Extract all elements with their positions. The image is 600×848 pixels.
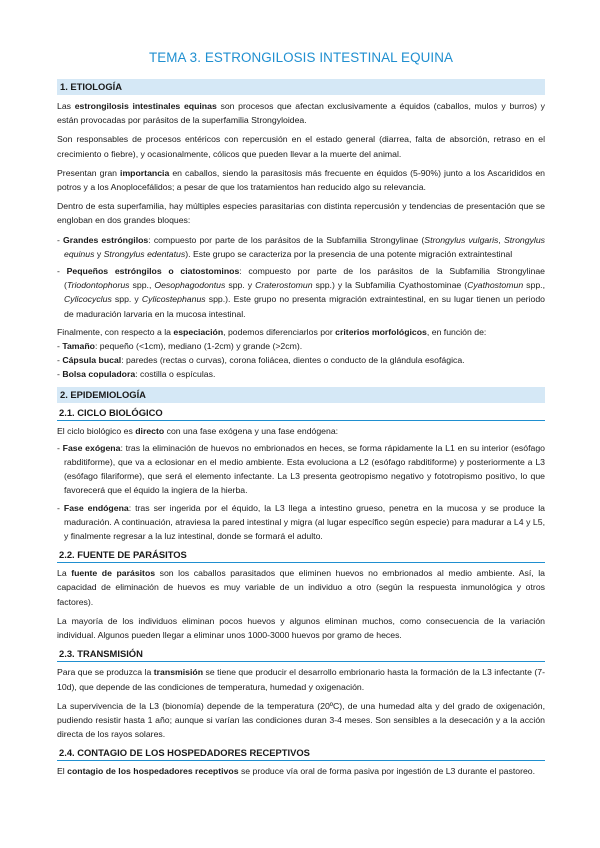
text: : compuesto por parte de los parásitos de la Subfamilia Strongylinae ( [64, 266, 545, 291]
text: ). Este grupo se caracteriza por la presencia de una potente migración extraintestinal [185, 248, 513, 259]
text: son los caballos parasitados que eliminen huevos no embrionados al medio ambiente. Así, la capacidad de eliminación de huevos es muy variable de un individuo a otro (según la respuesta inmunológica y otros factores). [57, 568, 546, 607]
species-name: Strongylus edentatus [103, 248, 186, 259]
list-item-pequenos-estrongilos: - Pequeños estróngilos o ciatostominos: compuesto por parte de los parásitos de la Subfamilia Strongylinae (Triodontophorus spp., Oesophagodontus spp. y Craterostomun spp.) y la Subfamilia Cyathostominae (Cyathostomun spp., Cylicocyclus spp. y Cylicostephanus spp.). Este grupo no presenta migración extraintestinal, en su lugar tienen un periodo de maduración larvaria en la mucosa intestinal. [57, 266, 545, 319]
paragraph-importancia [57, 166, 545, 194]
genus-name: Oesophagodontus [154, 280, 226, 291]
bloques-list [57, 233, 545, 321]
text: El ciclo biológico es [57, 425, 136, 436]
genus-name: Cyathostomun [467, 280, 524, 291]
text: spp.) y la Subfamilia Cyathostominae ( [312, 280, 468, 291]
bold-term: Bolsa copuladora [62, 369, 136, 380]
genus-name: Craterostomun [255, 280, 313, 291]
bold-term: importancia [120, 167, 170, 178]
fases-list [57, 441, 545, 543]
text: , [498, 234, 504, 245]
paragraph-intro [57, 99, 545, 127]
text: spp. y [225, 280, 256, 291]
bold-term: Pequeños estróngilos o ciatostominos [66, 266, 240, 277]
text: : compuesto por parte de los parásitos de la Subfamilia Strongylinae ( [148, 234, 425, 245]
paragraph-procesos: Son responsables de procesos entéricos con repercusión en el estado general (diarrea, falta de absorción, retraso en el crecimiento o fiebre), y ocasionalmente, cólicos que pueden llevar a la muerte del animal. [57, 134, 545, 159]
list-item-capsula-bucal: - Cápsula bucal: paredes (rectas o curvas), corona foliácea, dientes o conducto de la glándula esofágica. [57, 355, 465, 366]
bold-term: Tamaño [62, 341, 95, 352]
text: Para que se produzca la [57, 667, 154, 678]
species-name: Strongylus equinus [64, 234, 546, 259]
bold-term: transmisión [153, 667, 204, 678]
page-title: TEMA 3. ESTRONGILOSIS INTESTINAL EQUINA [148, 50, 453, 65]
bold-term: especiación [173, 326, 224, 337]
text: son procesos que afectan exclusivamente a équidos (caballos, mulos y burros) y están provocadas por parásitos de la superfamilia Strongyloidea. [57, 101, 545, 126]
text: : costilla o espículas. [135, 369, 216, 380]
subheading-fuente-parasitos: 2.2. FUENTE DE PARÁSITOS [57, 549, 545, 563]
text: se produce vía oral de forma pasiva por ingestión de L3 durante el pastoreo. [238, 766, 536, 777]
text: El [57, 766, 68, 777]
text: spp., [523, 280, 545, 291]
list-item-tamano: - Tamaño: pequeño (<1cm), mediano (1-2cm) y grande (>2cm). [57, 341, 303, 352]
paragraph-especiacion [57, 325, 545, 339]
paragraph-contagio [57, 764, 545, 778]
text: se tiene que producir el desarrollo embrionario hasta la formación de la L3 infectante (7-10d), que depende de las condiciones de temperatura, humedad y oxigenación. [57, 667, 545, 692]
bold-term: criterios morfológicos [335, 326, 427, 337]
bold-term: directo [135, 425, 165, 436]
bold-term: Cápsula bucal [62, 355, 122, 366]
genus-name: Cylicostephanus [141, 294, 206, 305]
bold-term: Grandes estróngilos [63, 234, 149, 245]
text: : tras la eliminación de huevos no embrionados en heces, se forma rápidamente la L1 en su interior (esófago rabditiforme), que va a eclosionar en el medio ambiente. Esta evoluciona a L2 (esófago rabditiforme) y posteriormente a L3 (esófago filariforme), que será el elemento infectante. La L3 presenta geotropismo negativo y fototropismo positivo, lo que favorecerá que el équido la ingiera de la hierba. [64, 442, 545, 496]
list-item-bolsa-copuladora: - Bolsa copuladora: costilla o espículas. [57, 369, 216, 380]
subheading-contagio: 2.4. CONTAGIO DE LOS HOSPEDADORES RECEPTIVOS [57, 747, 545, 761]
text: spp. y [111, 294, 142, 305]
bold-term: contagio de los hospedadores receptivos [67, 766, 239, 777]
text: Las [57, 101, 75, 111]
genus-name: Cylicocyclus [64, 294, 112, 305]
text: : paredes (rectas o curvas), corona foliácea, dientes o conducto de la glándula esofágica. [121, 355, 465, 366]
text: : pequeño (<1cm), mediano (1-2cm) y grande (>2cm). [94, 341, 303, 352]
paragraph-transmision [57, 665, 545, 693]
text: spp., [129, 280, 155, 291]
text: Presentan gran [57, 167, 121, 178]
text: con una fase exógena y una fase endógena: [164, 425, 339, 436]
document-page [57, 50, 545, 784]
section-heading-epidemiologia: 2. EPIDEMIOLOGÍA [57, 387, 545, 403]
text: en caballos, siendo la parasitosis más frecuente en équidos (5-90%) junto a los Ascarididos en potros y a los Anoplocefálidos; a pesar de que los tratamientos han reducido algo su relevancia. [57, 167, 545, 193]
text: , podemos diferenciarlos por [223, 326, 336, 337]
paragraph-fuente [57, 566, 545, 609]
list-item-grandes-estrongilos: - Grandes estróngilos: compuesto por parte de los parásitos de la Subfamilia Strongylinae (Strongylus vulgaris, Strongylus equinus y Strongylus edentatus). Este grupo se caracteriza por la presencia de una potente migración extraintestinal [57, 234, 546, 259]
paragraph-mayoria: La mayoría de los individuos eliminan pocos huevos y algunos eliminan muchos, como consecuencia de la variación individual. Algunos pueden llegar a eliminar unos 1000-3000 huevos por gramo de heces. [57, 615, 545, 641]
text: y [94, 248, 104, 259]
list-item-fase-endogena: - Fase endógena: tras ser ingerida por el équido, la L3 llega a intestino grueso, penetra en la mucosa y se produce la maduración. A continuación, atraviesa la pared intestinal y migra (al lugar específico según especie) para madurar a L4 y L5, y finalmente regresar a la luz intestinal, donde se formará el adulto. [57, 502, 546, 542]
bold-term: Fase endógena [63, 502, 129, 513]
list-item-fase-exogena: - Fase exógena: tras la eliminación de huevos no embrionados en heces, se forma rápidamente la L1 en su interior (esófago rabditiforme), que va a eclosionar en el medio ambiente. Esta evoluciona a L2 (esófago rabditiforme) y posteriormente a L3 (esófago filariforme), que será el elemento infectante. La L3 presenta geotropismo negativo y fototropismo positivo, lo que favorecerá que el équido la ingiera de la hierba. [57, 442, 545, 496]
text: spp.). Este grupo no presenta migración extraintestinal, en su lugar tienen un periodo de maduración larvaria en la mucosa intestinal. [64, 294, 545, 319]
section-heading-etiologia: 1. ETIOLOGÍA [57, 79, 545, 95]
bold-term: fuente de parásitos [71, 568, 156, 579]
subheading-transmision: 2.3. TRANSMISIÓN [57, 648, 545, 662]
subheading-ciclo-biologico: 2.1. CICLO BIOLÓGICO [57, 407, 545, 421]
species-name: Strongylus vulgaris [424, 234, 499, 245]
text: : tras ser ingerida por el équido, la L3 llega a intestino grueso, penetra en la mucosa y se produce la maduración. A continuación, atraviesa la pared intestinal y migra (al lugar específico según especie) para madurar a L4 y L5, y finalmente regresar a la luz intestinal, donde se formará el adulto. [64, 502, 546, 542]
genus-name: Triodontophorus [66, 280, 130, 291]
criterios-list [57, 339, 545, 382]
bold-term: estrongilosis intestinales equinas [74, 101, 217, 111]
text: La [57, 568, 72, 579]
paragraph-ciclo [57, 424, 545, 438]
paragraph-supervivencia: La supervivencia de la L3 (bionomía) depende de la temperatura (20ºC), de una humedad alta y del grado de oxigenación, pudiendo resistir hasta 1 año; aunque si varían las condiciones duran 3-4 meses. Son sensibles a la desecación y a la acción directa de los rayos solares. [57, 700, 545, 740]
paragraph-superfamilia: Dentro de esta superfamilia, hay múltiples especies parasitarias con distinta repercusión y tendencias de presentación que se engloban en dos grandes bloques: [57, 201, 545, 226]
text: , en función de: [426, 326, 487, 337]
text: Finalmente, con respecto a la [57, 326, 174, 337]
bold-term: Fase exógena [62, 442, 121, 453]
